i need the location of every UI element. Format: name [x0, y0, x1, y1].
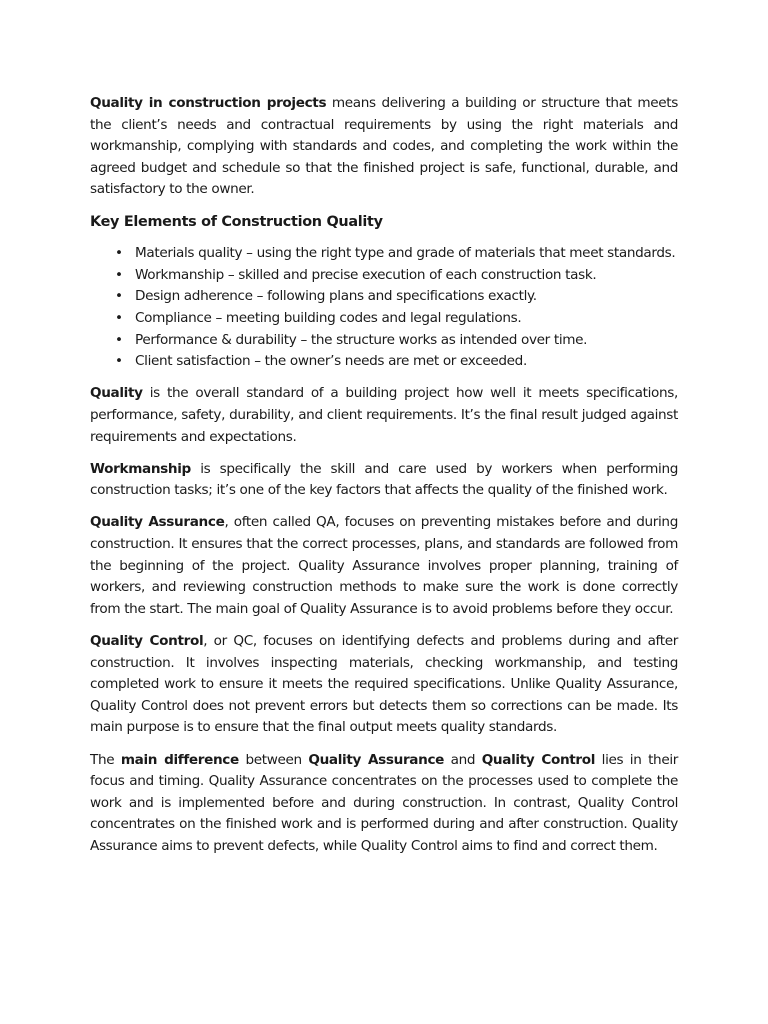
quality-paragraph — [90, 383, 678, 448]
difference-term-qa: Quality Assurance — [308, 751, 445, 768]
quality-control-term: Quality Control — [90, 633, 204, 650]
list-item-text: Client satisfaction – the owner’s needs are met or exceeded. — [135, 353, 527, 370]
workmanship-text: is specifically the skill and care used by workers when performing construction tasks; it’s one of the key factors that affects the quality of the finished work. — [90, 460, 678, 499]
difference-text-2: between — [238, 751, 309, 768]
intro-term: Quality in construction projects — [90, 95, 327, 111]
bullet-icon: • — [115, 266, 123, 283]
list-item-text: Materials quality – using the right type and grade of materials that meet standards. — [135, 245, 676, 262]
quality-assurance-paragraph — [90, 512, 678, 620]
bullet-icon: • — [115, 353, 123, 370]
bullet-icon: • — [115, 331, 123, 348]
list-item-text: Workmanship – skilled and precise execution of each construction task. — [135, 266, 597, 283]
bullet-icon: • — [115, 288, 123, 305]
list-item — [90, 308, 678, 330]
list-item-text: Performance & durability – the structure works as intended over time. — [135, 331, 588, 348]
workmanship-term: Workmanship — [90, 460, 191, 477]
list-item-text: Design adherence – following plans and specifications exactly. — [135, 288, 537, 305]
difference-term-main: main difference — [120, 751, 239, 768]
quality-control-paragraph — [90, 631, 678, 739]
difference-text-4: lies in their focus and timing. Quality Assurance concentrates on the processes used to complete the work and is implemented before and during construction. In contrast, Quality Control concentrates on the finished work and is performed during and after construction. Quality Assurance aims to prevent defects, while Quality Control aims to find and correct them. — [90, 751, 678, 854]
bullet-icon: • — [115, 245, 123, 262]
list-item — [90, 265, 678, 287]
quality-control-text: , or QC, focuses on identifying defects and problems during and after construction. It involves inspecting materials, checking workmanship, and testing completed work to ensure it meets the required specifications. Unlike Quality Assurance, Quality Control does not prevent errors but detects them so corrections can be made. Its main purpose is to ensure that the final output meets quality standards. — [90, 633, 678, 736]
key-elements-heading: Key Elements of Construction Quality — [90, 213, 383, 230]
workmanship-paragraph — [90, 459, 678, 502]
bullet-icon: • — [115, 309, 123, 326]
intro-paragraph — [90, 93, 678, 201]
quality-assurance-term: Quality Assurance — [90, 514, 225, 531]
quality-text: is the overall standard of a building project how well it meets specifications, performance, safety, durability, and client requirements. It’s the final result judged against requirements and expectations. — [90, 385, 678, 445]
difference-paragraph — [90, 750, 678, 858]
quality-term: Quality — [90, 385, 143, 402]
key-elements-list — [90, 243, 678, 373]
intro-text: means delivering a building or structure that meets the client’s needs and contractual requirements by using the right materials and workmanship, complying with standards and codes, and completing the work within the agreed budget and schedule so that the finished project is safe, functional, durable, and satisfactory to the owner. — [90, 95, 678, 198]
list-item-text: Compliance – meeting building codes and legal regulations. — [135, 309, 522, 326]
list-item — [90, 351, 678, 373]
quality-assurance-text: , often called QA, focuses on preventing mistakes before and during construction. It ensures that the correct processes, plans, and standards are followed from the beginning of the project. Quality Assurance involves proper planning, training of workers, and reviewing construction methods to make sure the work is done correctly from the start. The main goal of Quality Assurance is to avoid problems before they occur. — [90, 514, 678, 617]
list-item — [90, 286, 678, 308]
list-item — [90, 243, 678, 265]
difference-text-3: and — [444, 751, 482, 768]
document-page — [90, 93, 678, 868]
difference-text-1: The — [90, 751, 121, 768]
list-item — [90, 330, 678, 352]
difference-term-qc: Quality Control — [481, 751, 596, 768]
